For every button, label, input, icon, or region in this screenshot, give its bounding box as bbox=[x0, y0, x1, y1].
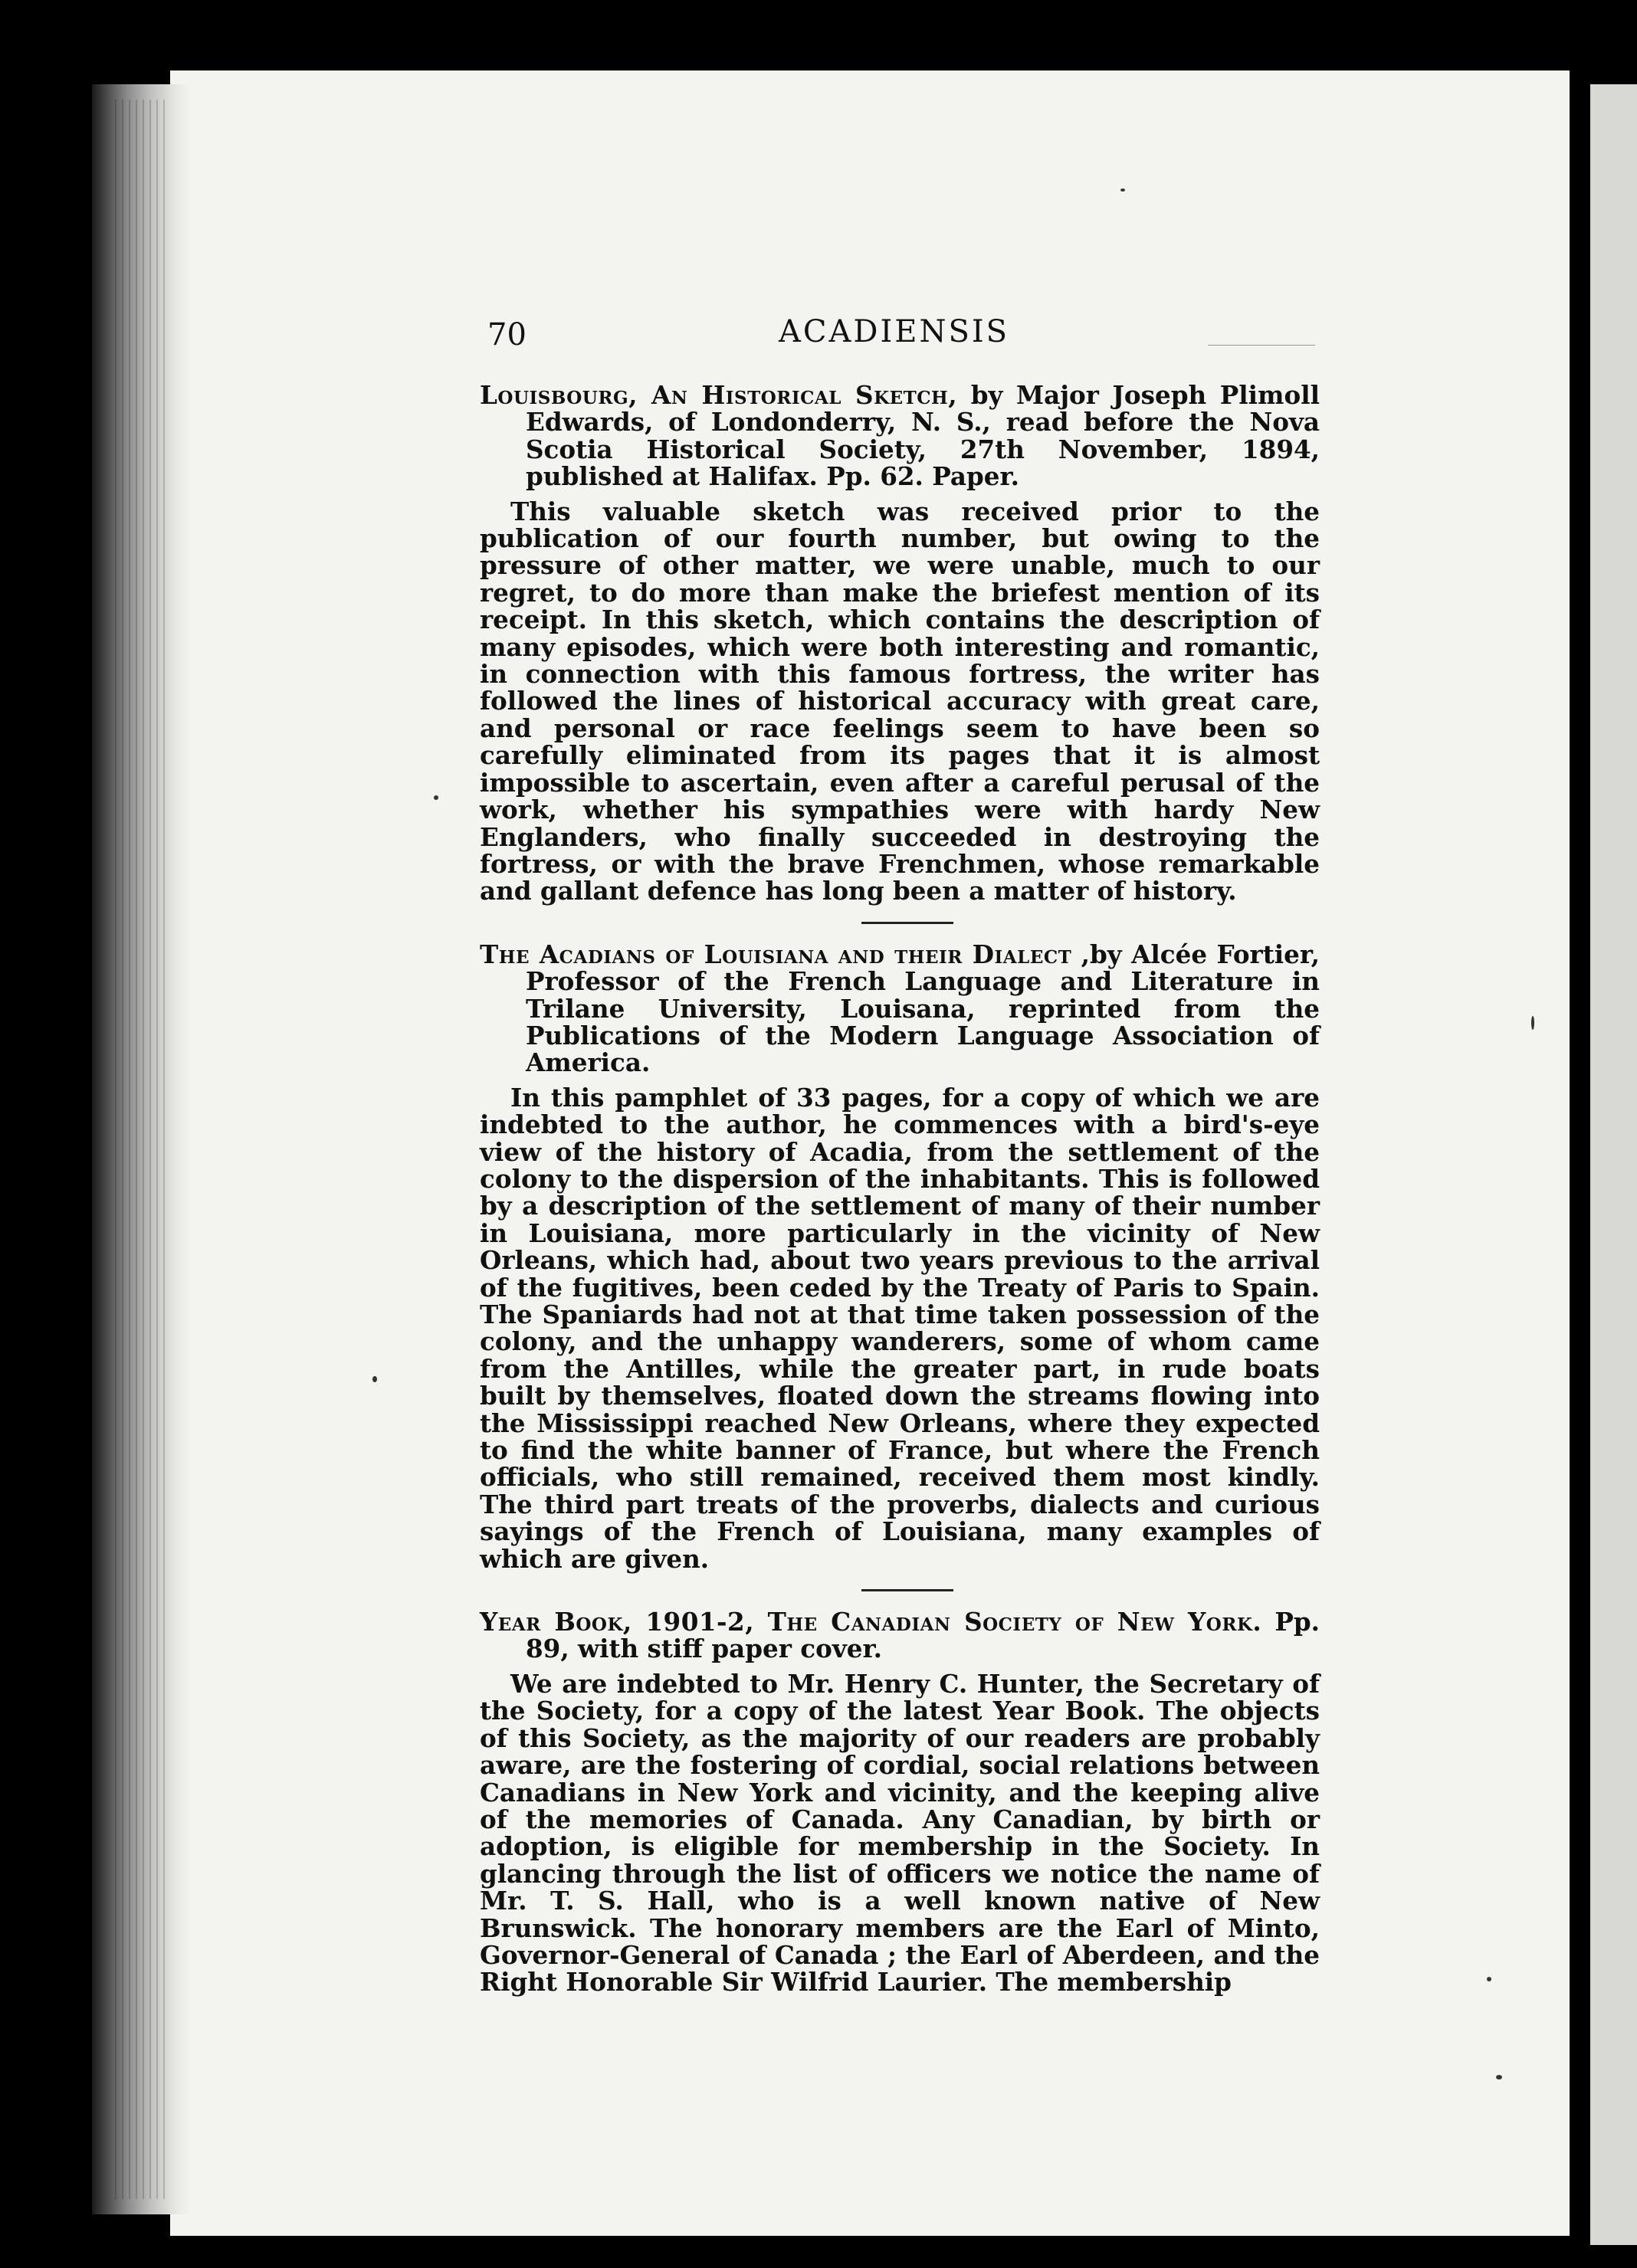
scan-speck bbox=[372, 1376, 377, 1382]
review-title bbox=[480, 941, 1320, 1077]
review-title-caps: Year Book, 1901-2, The Canadian Society of New York. bbox=[480, 1607, 1262, 1637]
review-body: In this pamphlet of 33 pages, for a copy of which we are indebted to the author, he commences with a bird's-eye view of the history of Acadia, from the settlement of the colony to the dispersion of the inhabitants. This is followed by a description of the settlement of many of their number in Louisiana, more particularly in the vicinity of New Orleans, which had, about two years previous to the arrival of the fugitives, been ceded by the Treaty of Paris to Spain. The Spaniards had not at that time taken possession of the colony, and the unhappy wanderers, some of whom came from the Antilles, while the greater part, in rude boats built by themselves, floated down the streams flowing into the Mississippi reached New Orleans, where they expected to find the white banner of France, but where the French officials, who still remained, received them most kindly. The third part treats of the proverbs, dialects and curious sayings of the French of Louisiana, many examples of which are given. bbox=[480, 1082, 1320, 1574]
journal-title: ACADIENSIS bbox=[779, 314, 1010, 349]
page-number: 70 bbox=[487, 317, 527, 352]
review-title-caps: Louisbourg, An Historical Sketch, bbox=[480, 380, 958, 410]
scan-speck bbox=[1531, 1016, 1534, 1030]
page-edges bbox=[115, 100, 169, 2199]
scan-speck bbox=[434, 795, 438, 800]
running-head bbox=[480, 314, 1320, 357]
review-title-caps: The Acadians of Louisiana and their Dialect bbox=[480, 939, 1072, 969]
review-body: We are indebted to Mr. Henry C. Hunter, the Secretary of the Society, for a copy of the latest Year Book. The objects of this Society, as the majority of our readers are probably aware, are the fostering of cordial, social relations between Canadians in New York and vicinity, and the keeping alive of the memories of Canada. Any Canadian, by birth or adoption, is eligible for membership in the Society. In glancing through the list of officers we notice the name of Mr. T. S. Hall, who is a well known native of New Brunswick. The honorary members are the Earl of Minto, Governor-General of Canada ; the Earl of Aberdeen, and the Right Honorable Sir Wilfrid Laurier. The membership bbox=[480, 1668, 1320, 1998]
review-title bbox=[480, 1608, 1320, 1663]
review-body: This valuable sketch was received prior to the publication of our fourth number, but owing to the pressure of other matter, we were unable, much to our regret, to do more than make the briefest mention of its receipt. In this sketch, which contains the description of many episodes, which were both interesting and romantic, in connection with this famous fortress, the writer has followed the lines of historical accuracy with great care, and personal or race feelings seem to have been so carefully eliminated from its pages that it is almost impossible to ascertain, even after a careful perusal of the work, whether his sympathies were with hardy New Englanders, who finally succeeded in destroying the fortress, or with the brave Frenchmen, whose remarkable and gallant defence has long been a matter of history. bbox=[480, 496, 1320, 906]
section-separator bbox=[861, 1589, 953, 1591]
header-rule bbox=[1208, 345, 1315, 346]
review-title-rest: ,by Alcée Fortier, Professor of the French Language and Literature in Trilane University, Louisana, reprinted from the Publications of the Modern Language Association of America. bbox=[526, 939, 1320, 1078]
review-title bbox=[480, 382, 1320, 490]
scan-speck bbox=[1496, 2075, 1502, 2080]
adjacent-page-edge bbox=[1590, 84, 1637, 2245]
scan-speck bbox=[1120, 188, 1125, 192]
review-title-rest: by Major Joseph Plimoll Edwards, of Londonderry, N. S., read before the Nova Scotia Historical Society, 27th November, 1894, published at Halifax. Pp. 62. Paper. bbox=[526, 380, 1320, 492]
section-separator bbox=[861, 922, 953, 924]
review-title-rest: Pp. 89, with stiff paper cover. bbox=[526, 1607, 1320, 1664]
scan-speck bbox=[1487, 1977, 1491, 1981]
page-content bbox=[480, 314, 1320, 1996]
